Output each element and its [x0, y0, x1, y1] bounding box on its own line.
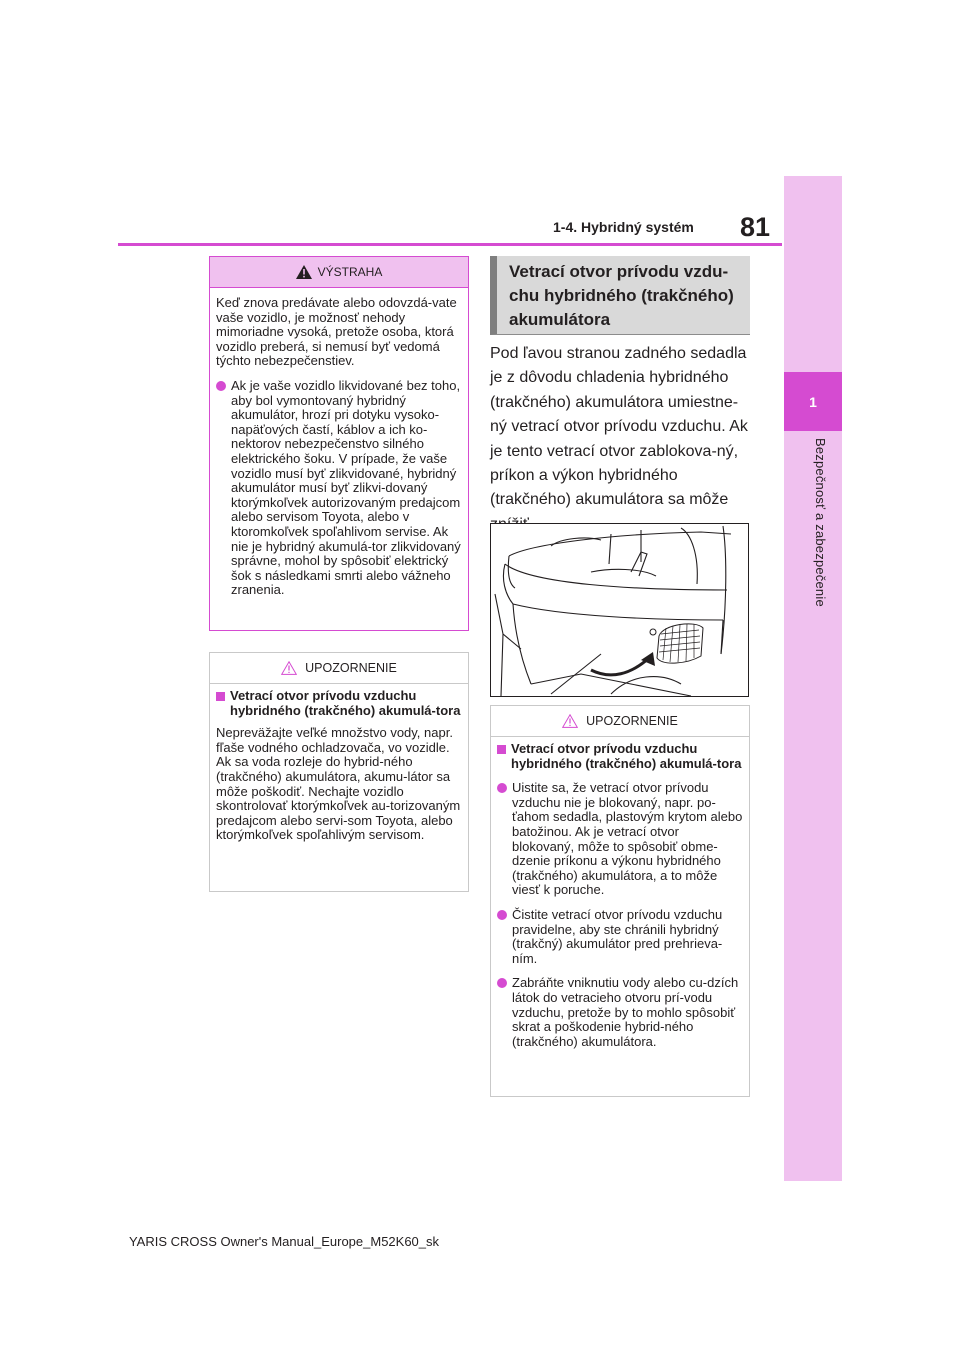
caution-title-right: UPOZORNENIE	[586, 714, 678, 728]
caution-text-left: Nepreväžajte veľké množstvo vody, napr. fľaše vodného ochladzovača, vo vozidle. Ak sa voda rozleje do hybrid-ného (trakčného) akumulátora, akumu-látor sa môže poškodiť. Nechajte vozidlo skontrolovať ktorýmkoľvek au-torizovaným predajcom alebo servi-som Toyota, alebo ktorýmkoľvek spoľahlivým servisom.	[216, 725, 461, 843]
caution-bullet-2: Čistite vetrací otvor prívodu vzduchu pravidelne, aby ste chránili hybridný (trakčný) akumulátor pred prehrieva-ním.	[512, 906, 723, 966]
footer	[0, 1234, 960, 1249]
caution-box-left	[209, 652, 469, 892]
caution-header-right	[491, 706, 749, 737]
illustration-drawing	[491, 524, 748, 696]
vent-grille	[650, 624, 703, 663]
caution-icon	[562, 714, 578, 728]
warning-title: VÝSTRAHA	[317, 265, 383, 279]
caution-box-right	[490, 705, 750, 1097]
body-paragraph: Pod ľavou stranou zadného sedadla je z dôvodu chladenia hybridného (trakčného) akumulátora umiestne-ný vetrací otvor prívodu vzduchu. Ak je tento vetrací otvor zablokova-ný, príkon a výkon hybridného (trakčného) akumulátora sa môže	[490, 345, 748, 509]
warning-header	[210, 257, 468, 288]
section-title: 1-4. Hybridný systém	[553, 219, 694, 235]
chapter-number: 1	[809, 393, 817, 410]
square-bullet-icon	[497, 745, 506, 754]
chapter-title: Bezpečnosť a zabezpečenie	[813, 438, 828, 607]
caution-bullet-1: Uistite sa, že vetrací otvor prívodu vzduchu nie je blokovaný, napr. po-ťahom sedadla, plastovým krytom alebo batožinou. Ak je vetrací otvor blokovaný, môže to spôsobiť obme-dzenie príkonu a výkonu hybridného (trakčného) akumulátora, a to môže viesť k poruche.	[512, 780, 743, 898]
caution-bullet-3: Zabráňte vniknutiu vody alebo cu-dzích látok do vetracieho otvoru prí-vodu vzduchu, pretože by to mohlo spôsobiť skrat a poškodenie hybrid-ného (trakčného) akumulátora.	[512, 975, 739, 1049]
square-bullet-icon	[216, 692, 225, 701]
caution-subheading-right: Vetrací otvor prívodu vzduchu hybridného (trakčného) akumulá-tora	[511, 741, 742, 771]
bullet-icon	[497, 783, 507, 793]
caution-icon	[281, 661, 297, 675]
section-heading: Vetrací otvor prívodu vzdu-chu hybridného (trakčného) akumulátora	[490, 256, 750, 335]
warning-icon	[296, 265, 312, 279]
footer-text: YARIS CROSS Owner's Manual_Europe_M52K60_sk	[128, 1234, 440, 1249]
warning-bullet: Ak je vaše vozidlo likvidované bez toho, aby bol vymontovaný hybridný akumulátor, hrozí pri dotyku vysoko-napäťových častí, káblov a ich ko-nektorov nebezpečenstvo silného elektrického šoku. V prípade, že vaše vozidlo musí byť zlikvidované, hybridný akumulátor musí byť zlikvi-dovaný ktorýmkoľvek autorizovaným predajcom alebo servisom Toyota, alebo v ktoromkoľvek spoľahlivom servise. Ak nie je hybridný akumulá-tor zlikvidovaný správne, mohol by spôsobiť elektrický šok s následkami smrti alebo vážneho zranenia.	[231, 377, 461, 598]
bullet-icon	[216, 381, 226, 391]
pointer-arrow	[591, 658, 649, 675]
rear-seat-vent-illustration	[490, 523, 749, 697]
caution-subheading-left: Vetrací otvor prívodu vzduchu hybridného (trakčného) akumulá-tora	[230, 688, 461, 718]
warning-box	[209, 256, 469, 631]
header-rule	[118, 243, 782, 246]
bullet-icon	[497, 910, 507, 920]
caution-header-left	[210, 653, 468, 684]
caution-title-left: UPOZORNENIE	[305, 661, 397, 675]
warning-intro: Keď znova predávate alebo odovzdá-vate vaše vozidlo, je možnosť nehody mimoriadne vysoká, pretože osoba, ktorá vozidlo preberá, si nemusí byť vedomá týchto nebezpečenstiev.	[216, 295, 457, 369]
bullet-icon	[497, 978, 507, 988]
page-number: 81	[740, 212, 771, 242]
